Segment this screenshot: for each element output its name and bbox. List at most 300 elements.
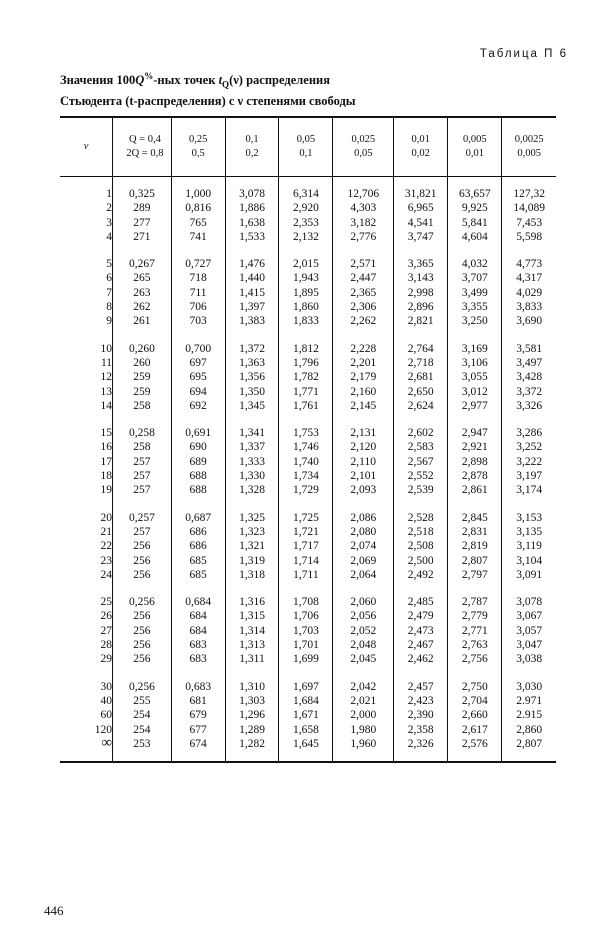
table-cell: 2,756 [448,652,502,666]
gap-cell [171,329,225,342]
table-cell: 0,325 [113,187,172,201]
table-cell: 2,750 [448,680,502,694]
table-cell: 0,258 [113,426,172,440]
gap-cell [279,667,333,680]
page-title [60,68,560,109]
table-cell: 3,833 [502,300,556,314]
table-bottom-rule [60,751,556,762]
table-body [60,117,556,762]
gap-cell [502,329,556,342]
table-cell: 3,250 [448,314,502,328]
table-cell: 2,704 [448,694,502,708]
row-nu: 9 [106,315,113,328]
table-cell: 2,779 [448,609,502,623]
gap-cell [225,413,279,426]
table-cell: 2,660 [448,708,502,722]
header-separator [60,177,556,188]
table-cell: 2,998 [394,286,448,300]
table-cell: 1,714 [279,554,333,568]
row-nu: 120 [94,723,113,736]
table-cell: 1,341 [225,426,279,440]
table-cell: 1,000 [171,187,225,201]
table-cell: 1,725 [279,511,333,525]
table-cell: 2,947 [448,426,502,440]
gap-cell [225,329,279,342]
table-cell: 684 [171,624,225,638]
table-cell: 2,179 [333,370,394,384]
table-cell: 689 [171,455,225,469]
gap-cell [113,582,172,595]
table-cell: 2,000 [333,708,394,722]
table-cell: 2,015 [279,257,333,271]
row-nu: 28 [100,639,113,652]
table-cell: 3,078 [225,187,279,201]
table-cell: 258 [113,399,172,413]
row-nu: 10 [100,342,113,355]
table-cell: 2,485 [394,595,448,609]
table-cell: 741 [171,230,225,244]
separator-cell [113,177,172,188]
table-cell: 1,701 [279,638,333,652]
table-row [60,187,556,201]
header-col-4 [279,117,333,177]
table-cell: 2,423 [394,694,448,708]
table-cell: 2,831 [448,525,502,539]
header-col-bottom: 0,2 [245,148,259,159]
table-row [60,638,556,652]
table-cell: 1,440 [225,271,279,285]
table-cell: 257 [113,455,172,469]
table-cell: 1,812 [279,342,333,356]
table-cell: 677 [171,723,225,737]
gap-cell [171,413,225,426]
table-cell: 1,330 [225,469,279,483]
table-cell: 3,091 [502,568,556,582]
table-row [60,426,556,440]
table-cell: 261 [113,314,172,328]
table-cell: 2,681 [394,370,448,384]
title-mid: -ных точек [153,73,219,88]
table-cell: 2,262 [333,314,394,328]
table-cell: 3,182 [333,216,394,230]
gap-cell [333,244,394,257]
table-cell: 1,337 [225,440,279,454]
table-cell: 685 [171,568,225,582]
table-cell: 2,462 [394,652,448,666]
table-cell: 265 [113,271,172,285]
table-cell: 1,318 [225,568,279,582]
table-row [60,680,556,694]
table-cell: 127,32 [502,187,556,201]
table-cell: 1,345 [225,399,279,413]
gap-cell [60,413,113,426]
gap-cell [171,498,225,511]
table-cell: 2,467 [394,638,448,652]
table-cell: 2,358 [394,723,448,737]
table-cell: 260 [113,356,172,370]
table-cell: 3,012 [448,385,502,399]
table-cell: 2,807 [448,554,502,568]
table-cell: 2,457 [394,680,448,694]
table-cell: 2,074 [333,539,394,553]
table-cell: 2,528 [394,511,448,525]
table-cell: 3,135 [502,525,556,539]
header-col-bottom: 0,05 [354,148,373,159]
table-cell: 686 [171,525,225,539]
table-cell: 0,816 [171,201,225,215]
table-cell: 256 [113,609,172,623]
table-cell: 3,326 [502,399,556,413]
gap-cell [279,413,333,426]
row-nu: 29 [100,653,113,666]
table-cell: 259 [113,385,172,399]
table-cell: 765 [171,216,225,230]
row-nu: 8 [106,301,113,314]
gap-cell [448,582,502,595]
title-t-subscript: Q [222,79,230,90]
table-header-row [60,117,556,177]
table-cell: 3,030 [502,680,556,694]
table-row [60,723,556,737]
group-gap [60,498,556,511]
gap-cell [60,329,113,342]
table-cell: 0,727 [171,257,225,271]
table-row [60,525,556,539]
table-cell: 1,860 [279,300,333,314]
table-cell: 4,303 [333,201,394,215]
table-cell: 1,333 [225,455,279,469]
table-cell: 1,717 [279,539,333,553]
gap-cell [171,244,225,257]
gap-cell [113,329,172,342]
table-row [60,469,556,483]
table-cell: 3,372 [502,385,556,399]
table-row [60,539,556,553]
table-cell: 2,120 [333,440,394,454]
table-cell: 2,787 [448,595,502,609]
table-cell: 2,080 [333,525,394,539]
row-nu: 30 [100,680,113,693]
table-cell: 1,363 [225,356,279,370]
table-row [60,314,556,328]
gap-cell [448,498,502,511]
table-cell: 1,383 [225,314,279,328]
gap-cell [394,244,448,257]
row-nu: 16 [100,441,113,454]
table-cell: 1,980 [333,723,394,737]
separator-cell [225,177,279,188]
bottom-cell [333,751,394,762]
header-col-bottom: 0,1 [299,148,313,159]
table-cell: 1,671 [279,708,333,722]
table-cell: 263 [113,286,172,300]
table-cell: 3,581 [502,342,556,356]
header-nu: ν [83,141,89,152]
gap-cell [60,667,113,680]
group-gap [60,244,556,257]
table-cell: 1,319 [225,554,279,568]
header-col-6 [394,117,448,177]
gap-cell [225,498,279,511]
gap-cell [113,413,172,426]
table-cell: 12,706 [333,187,394,201]
group-gap [60,667,556,680]
table-cell: 3,707 [448,271,502,285]
row-nu: 14 [100,399,113,412]
table-cell: 1,721 [279,525,333,539]
gap-cell [502,413,556,426]
table-cell: 0,700 [171,342,225,356]
table-row [60,385,556,399]
table-cell: 1,296 [225,708,279,722]
gap-cell [113,498,172,511]
table-cell: 6,314 [279,187,333,201]
table-cell: 1,699 [279,652,333,666]
table-cell: 2,500 [394,554,448,568]
table-cell: 0,260 [113,342,172,356]
table-cell: 1,315 [225,609,279,623]
table-cell: 14,089 [502,201,556,215]
table-cell: 1,833 [279,314,333,328]
table-cell: 2,508 [394,539,448,553]
table-cell: 1,328 [225,483,279,497]
separator-cell [60,177,113,188]
table-cell: 2,583 [394,440,448,454]
header-col-top: 0,025 [351,134,376,145]
table-cell: 685 [171,554,225,568]
table-cell: 2,306 [333,300,394,314]
table-cell: 1,708 [279,595,333,609]
table-cell: 1,323 [225,525,279,539]
table-cell: 697 [171,356,225,370]
table-cell: 3,038 [502,652,556,666]
table-cell: 277 [113,216,172,230]
table-cell: 695 [171,370,225,384]
table-row [60,624,556,638]
table-cell: 256 [113,568,172,582]
table-cell: 262 [113,300,172,314]
gap-cell [394,413,448,426]
table-cell: 2,602 [394,426,448,440]
table-cell: 0,684 [171,595,225,609]
table-cell: 706 [171,300,225,314]
row-nu: 22 [100,540,113,553]
bottom-cell [394,751,448,762]
group-gap [60,413,556,426]
table-cell: 1,960 [333,737,394,751]
header-col-q04 [113,117,172,177]
table-cell: 2,101 [333,469,394,483]
table-cell: 1,325 [225,511,279,525]
table-cell: 3,119 [502,539,556,553]
gap-cell [60,244,113,257]
table-row [60,568,556,582]
table-cell: 256 [113,652,172,666]
header-q-bottom: 2Q = 0,8 [126,148,164,159]
row-nu: 2 [106,202,113,215]
row-nu: 17 [100,455,113,468]
table [60,116,556,763]
row-nu: 5 [106,258,113,271]
table-cell: 1,645 [279,737,333,751]
table-cell: 3,055 [448,370,502,384]
bottom-cell [502,751,556,762]
row-nu: 15 [100,427,113,440]
table-cell: 2,228 [333,342,394,356]
table-cell: 2,132 [279,230,333,244]
title-arg: (ν) распределения [229,73,330,88]
table-cell: 3,252 [502,440,556,454]
table-cell: 5,841 [448,216,502,230]
gap-cell [60,582,113,595]
table-cell: 3,104 [502,554,556,568]
table-cell: 1,638 [225,216,279,230]
table-cell: 683 [171,638,225,652]
table-cell: 2,093 [333,483,394,497]
row-nu: 12 [100,371,113,384]
table-cell: 1,311 [225,652,279,666]
table-row [60,511,556,525]
row-nu: 40 [100,694,113,707]
header-col-7 [448,117,502,177]
table-cell: 2,160 [333,385,394,399]
table-cell: 1,746 [279,440,333,454]
table-cell: 2,201 [333,356,394,370]
table-cell: 3,355 [448,300,502,314]
table-row [60,342,556,356]
table-cell: 2,617 [448,723,502,737]
gap-cell [279,329,333,342]
separator-cell [448,177,502,188]
table-cell: 1,753 [279,426,333,440]
table-cell: 2,145 [333,399,394,413]
table-row [60,230,556,244]
row-nu: 13 [100,385,113,398]
table-cell: 3,143 [394,271,448,285]
table-row [60,356,556,370]
gap-cell [448,244,502,257]
title-prefix: Значения 100 [60,73,136,88]
table-row [60,216,556,230]
table-cell: 1,314 [225,624,279,638]
table-cell: 2,821 [394,314,448,328]
title-percent: % [144,71,154,81]
gap-cell [448,667,502,680]
table-cell: 2,763 [448,638,502,652]
table-cell: 2,920 [279,201,333,215]
title-line-2: Стьюдента (t-распределения) с ν степенями свободы [60,93,356,108]
separator-cell [171,177,225,188]
table-cell: 1,321 [225,539,279,553]
table-cell: 1,533 [225,230,279,244]
table-cell: 0,267 [113,257,172,271]
table-cell: 2,845 [448,511,502,525]
table-cell: 2,086 [333,511,394,525]
table-cell: 2,650 [394,385,448,399]
table-cell: 0,691 [171,426,225,440]
gap-cell [394,498,448,511]
table-cell: 7,453 [502,216,556,230]
table-cell: 683 [171,652,225,666]
table-cell: 1,711 [279,568,333,582]
header-col-top: 0,1 [245,134,259,145]
table-cell: 2,764 [394,342,448,356]
group-gap [60,329,556,342]
table-cell: 1,372 [225,342,279,356]
table-cell: 1,761 [279,399,333,413]
table-cell: 4,541 [394,216,448,230]
table-cell: 3,497 [502,356,556,370]
table-row [60,257,556,271]
row-nu: 4 [106,230,113,243]
table-cell: 2.915 [502,708,556,722]
table-cell: 271 [113,230,172,244]
header-col-top: 0,01 [411,134,430,145]
table-cell: 2,567 [394,455,448,469]
table-cell: 289 [113,201,172,215]
table-cell: 2,492 [394,568,448,582]
table-cell: 4,773 [502,257,556,271]
table-cell: 4,604 [448,230,502,244]
gap-cell [333,667,394,680]
table-cell: 5,598 [502,230,556,244]
table-cell: 0,256 [113,595,172,609]
table-row [60,708,556,722]
header-col-3 [225,117,279,177]
header-col-bottom: 0,01 [465,148,484,159]
table-cell: 255 [113,694,172,708]
table-cell: 2,518 [394,525,448,539]
table-cell: 2,718 [394,356,448,370]
table-cell: 2,624 [394,399,448,413]
gap-cell [502,244,556,257]
header-col-bottom: 0,5 [191,148,205,159]
table-cell: 2,447 [333,271,394,285]
header-q-top: Q = 0,4 [128,134,161,145]
group-gap [60,582,556,595]
gap-cell [279,582,333,595]
table-cell: 2,131 [333,426,394,440]
row-nu: 7 [106,286,113,299]
header-col-2 [171,117,225,177]
gap-cell [279,244,333,257]
table-cell: 1,729 [279,483,333,497]
table-cell: 2,921 [448,440,502,454]
table-cell: 684 [171,609,225,623]
table-cell: 690 [171,440,225,454]
separator-cell [333,177,394,188]
table-cell: 2,473 [394,624,448,638]
table-cell: 2,021 [333,694,394,708]
table-cell: 1,703 [279,624,333,638]
table-cell: 2,042 [333,680,394,694]
gap-cell [448,329,502,342]
table-cell: 2,552 [394,469,448,483]
row-nu: 1 [106,188,113,200]
row-nu: 60 [100,709,113,722]
table-cell: 2,776 [333,230,394,244]
table-cell: 2,110 [333,455,394,469]
row-nu: 6 [106,272,113,285]
table-row [60,271,556,285]
row-nu: 3 [106,216,113,229]
table-cell: 0,687 [171,511,225,525]
table-cell: 1,658 [279,723,333,737]
table-cell: 2,479 [394,609,448,623]
table-cell: 253 [113,737,172,751]
table-cell: 259 [113,370,172,384]
separator-cell [394,177,448,188]
